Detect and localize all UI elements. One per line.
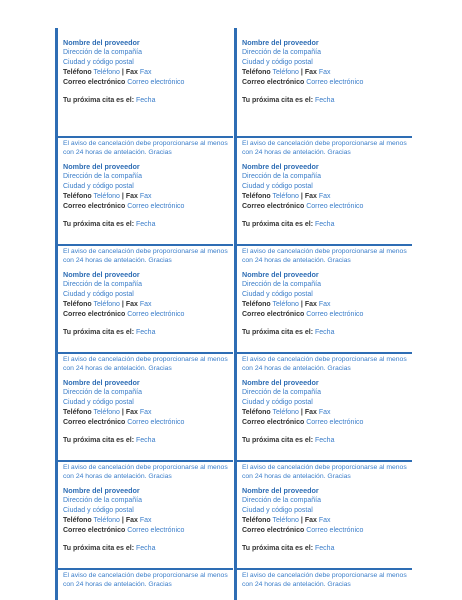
- appointment-label: Tu próxima cita es el:: [242, 97, 314, 104]
- appointment-date: Fecha: [136, 97, 156, 104]
- appointment-card: [234, 352, 412, 460]
- separator: |: [121, 193, 124, 200]
- phone-label: Teléfono: [63, 409, 92, 416]
- city-zip: Ciudad y código postal: [63, 291, 134, 298]
- appointment-date: Fecha: [136, 437, 156, 444]
- cancellation-note: El aviso de cancelación debe proporcionarse al menos con 24 horas de antelación. Gracias: [63, 572, 228, 588]
- email-line: [242, 526, 410, 536]
- separator: |: [121, 301, 124, 308]
- separator: |: [121, 409, 124, 416]
- card-body: [242, 378, 410, 446]
- appointment-date: Fecha: [136, 221, 156, 228]
- email-label: Correo electrónico: [63, 203, 126, 210]
- card-body: [63, 162, 231, 230]
- company-address: Dirección de la compañía: [63, 173, 142, 180]
- appointment-date: Fecha: [136, 329, 156, 336]
- fax-value: Fax: [318, 517, 331, 524]
- appointment-card: [55, 244, 233, 352]
- company-address: Dirección de la compañía: [242, 389, 321, 396]
- cancellation-note: El aviso de cancelación debe proporcionarse al menos con 24 horas de antelación. Gracias: [242, 248, 407, 264]
- cancellation-note: El aviso de cancelación debe proporcionarse al menos con 24 horas de antelación. Gracias: [242, 356, 407, 372]
- email-line: [242, 418, 410, 428]
- email-label: Correo electrónico: [242, 203, 305, 210]
- appointment-card: [55, 352, 233, 460]
- email-value: Correo electrónico: [306, 203, 364, 210]
- phone-fax-line: [63, 408, 231, 418]
- fax-value: Fax: [139, 301, 152, 308]
- appointment-label: Tu próxima cita es el:: [242, 221, 314, 228]
- separator: |: [121, 69, 124, 76]
- phone-value: Teléfono: [272, 193, 299, 200]
- company-address: Dirección de la compañía: [242, 49, 321, 56]
- phone-fax-line: [242, 68, 410, 78]
- appointment-card: [234, 136, 412, 244]
- phone-fax-line: [242, 192, 410, 202]
- phone-value: Teléfono: [272, 301, 299, 308]
- email-label: Correo electrónico: [242, 527, 305, 534]
- phone-fax-line: [242, 300, 410, 310]
- email-label: Correo electrónico: [63, 527, 126, 534]
- card-body: [63, 38, 231, 106]
- appointment-label: Tu próxima cita es el:: [242, 437, 314, 444]
- fax-value: Fax: [318, 193, 331, 200]
- appointment-line: [63, 436, 231, 446]
- appointment-card-tail: [234, 568, 412, 600]
- card-divider: [58, 460, 233, 462]
- fax-value: Fax: [139, 193, 152, 200]
- fax-label: Fax: [125, 193, 138, 200]
- phone-fax-line: [242, 516, 410, 526]
- email-label: Correo electrónico: [63, 311, 126, 318]
- email-line: [63, 310, 231, 320]
- appointment-card: [234, 28, 412, 136]
- appointment-line: [242, 96, 410, 106]
- appointment-label: Tu próxima cita es el:: [63, 97, 135, 104]
- appointment-card: [55, 460, 233, 568]
- card-body: [63, 270, 231, 338]
- appointment-date: Fecha: [315, 545, 335, 552]
- phone-label: Teléfono: [63, 69, 92, 76]
- appointment-line: [242, 220, 410, 230]
- phone-label: Teléfono: [242, 193, 271, 200]
- email-value: Correo electrónico: [306, 311, 364, 318]
- phone-fax-line: [63, 68, 231, 78]
- cancellation-note: El aviso de cancelación debe proporcionarse al menos con 24 horas de antelación. Gracias: [63, 140, 228, 156]
- appointment-card: [234, 460, 412, 568]
- card-body: [242, 270, 410, 338]
- fax-label: Fax: [125, 69, 138, 76]
- phone-value: Teléfono: [93, 193, 120, 200]
- phone-value: Teléfono: [93, 301, 120, 308]
- fax-label: Fax: [125, 517, 138, 524]
- fax-value: Fax: [139, 517, 152, 524]
- city-zip: Ciudad y código postal: [63, 183, 134, 190]
- fax-label: Fax: [304, 301, 317, 308]
- company-address: Dirección de la compañía: [63, 281, 142, 288]
- email-value: Correo electrónico: [306, 419, 364, 426]
- fax-value: Fax: [139, 409, 152, 416]
- appointment-label: Tu próxima cita es el:: [242, 545, 314, 552]
- email-label: Correo electrónico: [63, 419, 126, 426]
- card-divider: [58, 568, 233, 570]
- phone-fax-line: [63, 192, 231, 202]
- phone-value: Teléfono: [272, 517, 299, 524]
- city-zip: Ciudad y código postal: [242, 507, 313, 514]
- vendor-name: Nombre del proveedor: [63, 486, 140, 495]
- fax-label: Fax: [304, 193, 317, 200]
- appointment-date: Fecha: [315, 437, 335, 444]
- card-divider: [237, 136, 412, 138]
- fax-label: Fax: [125, 301, 138, 308]
- appointment-line: [242, 436, 410, 446]
- fax-label: Fax: [304, 69, 317, 76]
- appointment-date: Fecha: [315, 97, 335, 104]
- phone-fax-line: [63, 300, 231, 310]
- phone-value: Teléfono: [93, 69, 120, 76]
- separator: |: [121, 517, 124, 524]
- email-value: Correo electrónico: [306, 527, 364, 534]
- email-line: [242, 78, 410, 88]
- city-zip: Ciudad y código postal: [63, 399, 134, 406]
- appointment-label: Tu próxima cita es el:: [63, 221, 135, 228]
- card-body: [242, 38, 410, 106]
- email-value: Correo electrónico: [306, 79, 364, 86]
- card-divider: [237, 460, 412, 462]
- city-zip: Ciudad y código postal: [242, 291, 313, 298]
- email-line: [63, 78, 231, 88]
- separator: |: [300, 193, 303, 200]
- appointment-label: Tu próxima cita es el:: [63, 545, 135, 552]
- phone-label: Teléfono: [242, 409, 271, 416]
- phone-fax-line: [63, 516, 231, 526]
- appointment-line: [63, 220, 231, 230]
- city-zip: Ciudad y código postal: [63, 507, 134, 514]
- phone-value: Teléfono: [93, 517, 120, 524]
- card-divider: [58, 244, 233, 246]
- phone-value: Teléfono: [272, 69, 299, 76]
- email-value: Correo electrónico: [127, 79, 185, 86]
- company-address: Dirección de la compañía: [242, 173, 321, 180]
- phone-label: Teléfono: [63, 517, 92, 524]
- city-zip: Ciudad y código postal: [242, 399, 313, 406]
- email-line: [63, 526, 231, 536]
- appointment-label: Tu próxima cita es el:: [63, 329, 135, 336]
- card-body: [63, 378, 231, 446]
- company-address: Dirección de la compañía: [63, 497, 142, 504]
- card-divider: [58, 352, 233, 354]
- phone-label: Teléfono: [63, 193, 92, 200]
- email-value: Correo electrónico: [127, 527, 185, 534]
- company-address: Dirección de la compañía: [63, 49, 142, 56]
- card-body: [242, 486, 410, 554]
- cancellation-note: El aviso de cancelación debe proporcionarse al menos con 24 horas de antelación. Gracias: [242, 572, 407, 588]
- phone-label: Teléfono: [242, 301, 271, 308]
- appointment-line: [63, 328, 231, 338]
- appointment-date: Fecha: [136, 545, 156, 552]
- appointment-card: [55, 136, 233, 244]
- vendor-name: Nombre del proveedor: [242, 378, 319, 387]
- fax-value: Fax: [139, 69, 152, 76]
- company-address: Dirección de la compañía: [242, 281, 321, 288]
- phone-label: Teléfono: [242, 69, 271, 76]
- email-label: Correo electrónico: [242, 419, 305, 426]
- appointment-card: [55, 28, 233, 136]
- card-divider: [237, 568, 412, 570]
- phone-fax-line: [242, 408, 410, 418]
- cancellation-note: El aviso de cancelación debe proporcionarse al menos con 24 horas de antelación. Gracias: [63, 464, 228, 480]
- card-body: [63, 486, 231, 554]
- email-label: Correo electrónico: [63, 79, 126, 86]
- cancellation-note: El aviso de cancelación debe proporcionarse al menos con 24 horas de antelación. Gracias: [242, 464, 407, 480]
- appointment-line: [63, 96, 231, 106]
- separator: |: [300, 301, 303, 308]
- vendor-name: Nombre del proveedor: [242, 486, 319, 495]
- vendor-name: Nombre del proveedor: [242, 162, 319, 171]
- phone-value: Teléfono: [93, 409, 120, 416]
- card-divider: [58, 136, 233, 138]
- vendor-name: Nombre del proveedor: [63, 270, 140, 279]
- email-line: [242, 310, 410, 320]
- email-line: [63, 418, 231, 428]
- fax-label: Fax: [304, 517, 317, 524]
- appointment-label: Tu próxima cita es el:: [242, 329, 314, 336]
- city-zip: Ciudad y código postal: [242, 183, 313, 190]
- vendor-name: Nombre del proveedor: [63, 38, 140, 47]
- fax-value: Fax: [318, 69, 331, 76]
- phone-value: Teléfono: [272, 409, 299, 416]
- fax-value: Fax: [318, 301, 331, 308]
- city-zip: Ciudad y código postal: [242, 59, 313, 66]
- card-body: [242, 162, 410, 230]
- appointment-line: [242, 328, 410, 338]
- email-line: [242, 202, 410, 212]
- company-address: Dirección de la compañía: [63, 389, 142, 396]
- cancellation-note: El aviso de cancelación debe proporcionarse al menos con 24 horas de antelación. Gracias: [63, 356, 228, 372]
- phone-label: Teléfono: [63, 301, 92, 308]
- email-value: Correo electrónico: [127, 203, 185, 210]
- separator: |: [300, 409, 303, 416]
- cancellation-note: El aviso de cancelación debe proporcionarse al menos con 24 horas de antelación. Gracias: [63, 248, 228, 264]
- appointment-line: [242, 544, 410, 554]
- email-value: Correo electrónico: [127, 419, 185, 426]
- appointment-card: [234, 244, 412, 352]
- company-address: Dirección de la compañía: [242, 497, 321, 504]
- vendor-name: Nombre del proveedor: [63, 378, 140, 387]
- email-line: [63, 202, 231, 212]
- appointment-line: [63, 544, 231, 554]
- fax-label: Fax: [304, 409, 317, 416]
- email-value: Correo electrónico: [127, 311, 185, 318]
- card-divider: [237, 352, 412, 354]
- city-zip: Ciudad y código postal: [63, 59, 134, 66]
- appointment-date: Fecha: [315, 329, 335, 336]
- appointment-date: Fecha: [315, 221, 335, 228]
- email-label: Correo electrónico: [242, 79, 305, 86]
- card-divider: [237, 244, 412, 246]
- email-label: Correo electrónico: [242, 311, 305, 318]
- cancellation-note: El aviso de cancelación debe proporcionarse al menos con 24 horas de antelación. Gracias: [242, 140, 407, 156]
- fax-value: Fax: [318, 409, 331, 416]
- phone-label: Teléfono: [242, 517, 271, 524]
- appointment-label: Tu próxima cita es el:: [63, 437, 135, 444]
- vendor-name: Nombre del proveedor: [63, 162, 140, 171]
- fax-label: Fax: [125, 409, 138, 416]
- separator: |: [300, 517, 303, 524]
- vendor-name: Nombre del proveedor: [242, 38, 319, 47]
- vendor-name: Nombre del proveedor: [242, 270, 319, 279]
- separator: |: [300, 69, 303, 76]
- appointment-card-tail: [55, 568, 233, 600]
